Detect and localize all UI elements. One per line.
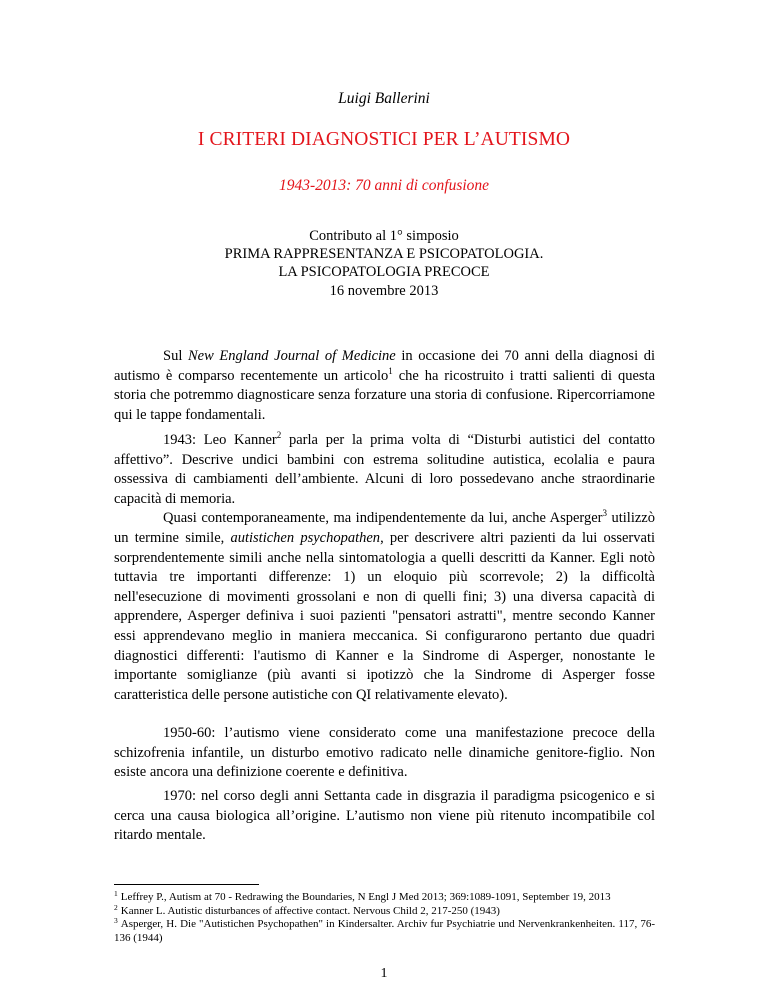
paragraph-intro — [114, 347, 655, 425]
footnote-item — [114, 902, 655, 919]
page-number: 1 — [380, 966, 388, 981]
footnote-number: 2 — [114, 902, 118, 912]
history-1970-section — [114, 787, 655, 846]
paragraph-1950: 1950-60: l’autismo viene considerato come una manifestazione precoce della schizofrenia infantile, un disturbo emotivo radicato nelle dinamiche genitore-figlio. Non esiste ancora una definizione coerente e definitiva. — [114, 725, 655, 781]
text-run: parla per la prima volta di “Disturbi autistici del contatto affettivo”. Descrive undici bambini con estrema solitudine autistica, ecolalia e paura ossessiva di cambiamenti dell’ambiente. Alcuni di loro possedevano anche straordinarie capacità di memoria. — [114, 432, 655, 507]
footnote-ref-2[interactable]: 2 — [276, 430, 282, 440]
author-name: Luigi Ballerini — [338, 90, 430, 107]
contribution-block — [0, 227, 768, 300]
history-1950-section — [114, 724, 655, 783]
text-run: Sul — [163, 348, 188, 364]
footnotes — [114, 891, 655, 945]
journal-name: New England Journal of Medicine — [187, 348, 396, 364]
text-run: che ha ricostruito i tratti salienti di questa storia che potremmo diagnosticare senza forzature una storia di confusione. Ripercorriamone qui le tappe fondamentali. — [114, 367, 656, 423]
footnote-number: 3 — [114, 916, 118, 926]
footnote-ref-1[interactable]: 1 — [388, 365, 393, 376]
footnote-item — [114, 918, 655, 945]
contribution-line: Contributo al 1° simposio — [309, 228, 459, 244]
document-subtitle: 1943-2013: 70 anni di confusione — [278, 177, 490, 194]
contribution-date: 16 novembre 2013 — [329, 282, 439, 299]
footnote-number: 1 — [114, 889, 118, 898]
text-run: , per descrivere altri pazienti da lui osservati sorprendentemente simili anche nella sintomatologia a quelli descritti da Kanner. Egli notò tuttavia tre importanti differenze: 1) un eloquio più scorrevole; 2) la difficoltà nell'esecuzione di movimenti grossolani e non di quelli fini; 3) una diversa capacità di apprendere, Asperger definiva i suoi pazienti "pensatori astratti", mentre secondo Kanner essi apprendevano meglio in maniera meccanica. Si configurarono pertanto due quadri diagnostici differenti: l'autismo di Kanner e la Sindrome di Asperger, nonostante le importante somiglianze (più avanti si ipotizzò che la Sindrome di Asperger fosse caratteristica delle persone autistiche con QI relativamente elevato). — [114, 529, 656, 703]
text-run: 1943: Leo Kanner — [163, 432, 277, 448]
footnote-text: Asperger, H. Die "Autistichen Psychopathen" in Kindersalter. Archiv fur Psychiatrie und Nervenkrankenheiten. 117, 76-136 (1944) — [114, 918, 655, 944]
text-run: in occasione dei 70 anni della diagnosi di autismo è comparso recentemente un articolo — [114, 348, 656, 384]
paragraph-1970: 1970: nel corso degli anni Settanta cade in disgrazia il paradigma psicogenico e si cerca una causa biologica all’origine. L’autismo non viene più ritenuto incompatibile col ritardo mentale. — [114, 788, 655, 844]
footnote-item — [114, 891, 655, 905]
history-1943-section — [114, 431, 655, 705]
paragraph-asperger — [114, 509, 655, 705]
paragraph-1943 — [114, 431, 655, 509]
footnote-text: Kanner L. Autistic disturbances of affective contact. Nervous Child 2, 217-250 (1943) — [120, 904, 500, 917]
contribution-line: LA PSICOPATOLOGIA PRECOCE — [278, 264, 490, 281]
footnote-text: Leffrey P., Autism at 70 - Redrawing the Boundaries, N Engl J Med 2013; 369:1089-1091, September 19, 2013 — [120, 891, 611, 903]
footnote-ref-3[interactable]: 3 — [602, 508, 607, 519]
text-run: Quasi contemporaneamente, ma indipendentemente da lui, anche Asperger — [163, 510, 603, 527]
text-run: utilizzò un termine simile, — [114, 510, 655, 546]
term-italic: autistichen psychopathen — [230, 529, 381, 546]
footnote-separator — [114, 884, 259, 885]
intro-section — [114, 347, 655, 425]
contribution-line: PRIMA RAPPRESENTANZA E PSICOPATOLOGIA. — [224, 246, 544, 263]
document-title: I CRITERI DIAGNOSTICI PER L’AUTISMO — [197, 129, 571, 150]
